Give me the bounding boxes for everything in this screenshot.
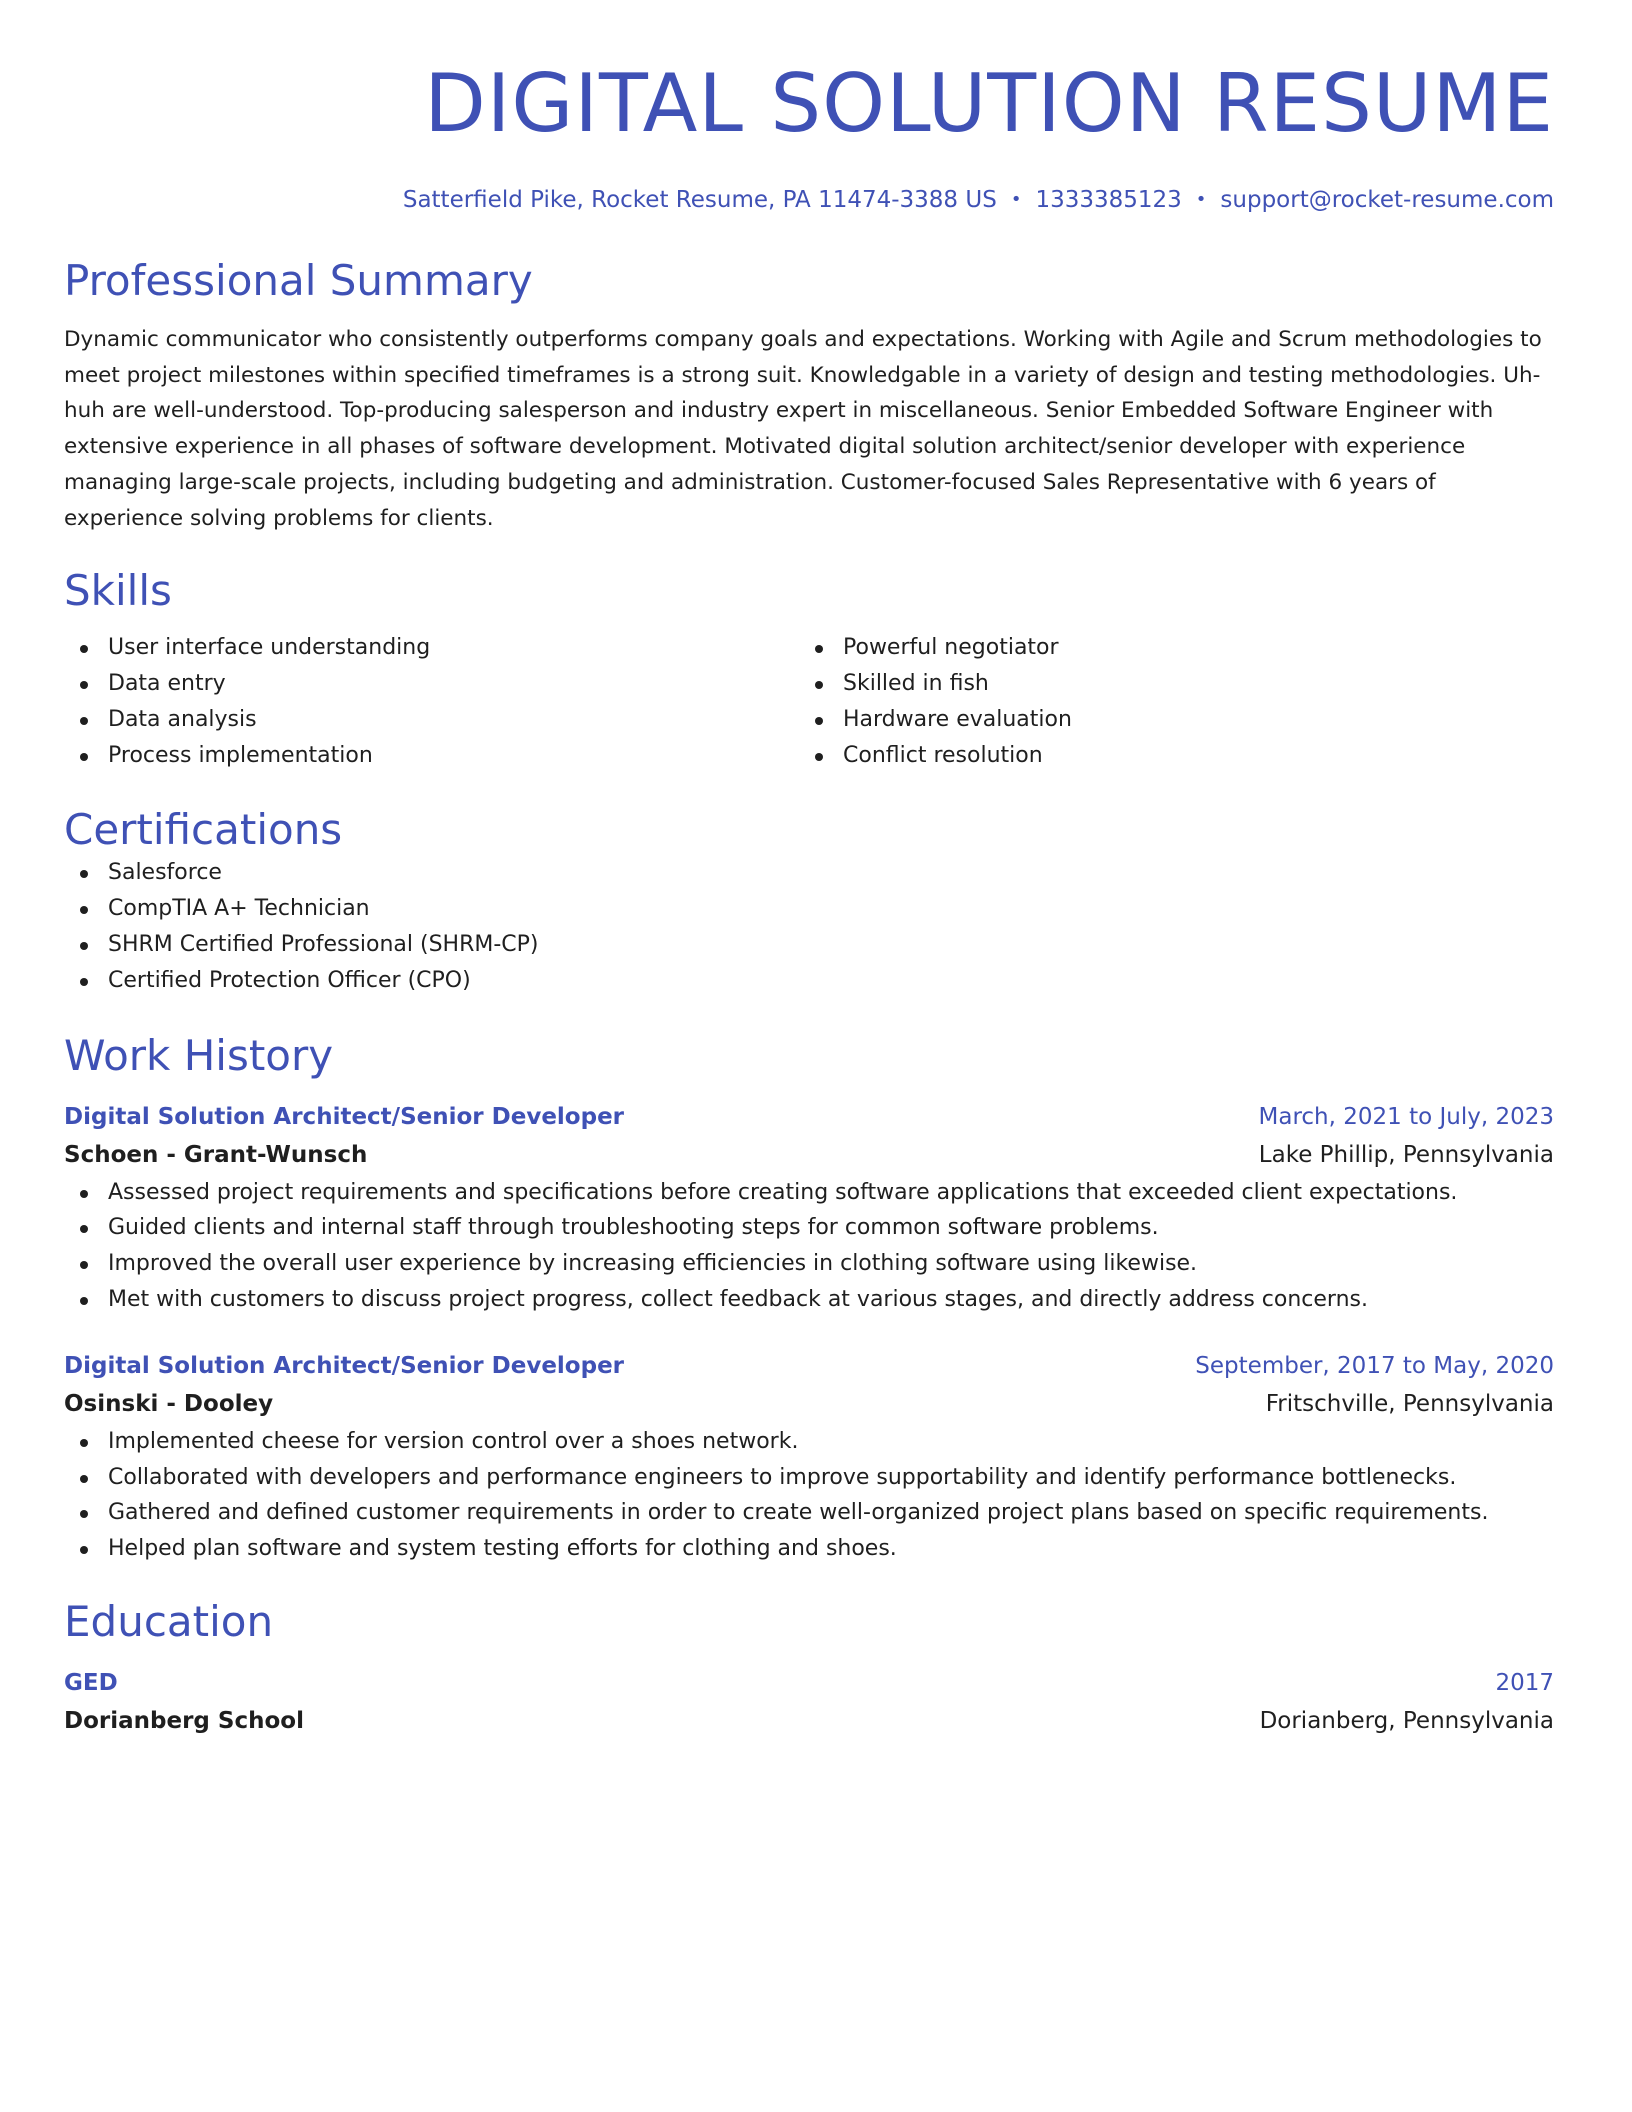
- job-company-row: [64, 1135, 1554, 1175]
- job-header-row: [64, 1348, 1554, 1384]
- resume-page: [64, 0, 1554, 1741]
- certification-item: SHRM Certified Professional (SHRM-CP): [64, 927, 1554, 963]
- job-bullet: Met with customers to discuss project progress, collect feedback at various stages, and directly address concerns.: [64, 1282, 1554, 1318]
- education-school: Dorianberg School: [64, 1707, 304, 1734]
- job-bullet: Assessed project requirements and specifications before creating software applications that exceeded client expectations.: [64, 1175, 1554, 1211]
- job-bullet: Collaborated with developers and performance engineers to improve supportability and identify performance bottlenecks.: [64, 1460, 1554, 1496]
- work-history-heading: Work History: [64, 1030, 334, 1080]
- certification-item: Certified Protection Officer (CPO): [64, 963, 1554, 999]
- education-heading: Education: [64, 1596, 274, 1646]
- contact-email[interactable]: support@rocket-resume.com: [1220, 187, 1554, 213]
- summary-text: Dynamic communicator who consistently outperforms company goals and expectations. Working with Agile and Scrum methodologies to meet project milestones within specified timeframes is a strong suit. Knowledgable in a variety of design and testing methodologies. Uh-huh are well-understood. Top-producing salesperson and industry expert in miscellaneous. Senior Embedded Software Engineer with extensive experience in all phases of software development. Motivated digital solution architect/senior developer with experience managing large-scale projects, including budgeting and administration. Customer-focused Sales Representative with 6 years of experience solving problems for clients.: [64, 327, 1542, 531]
- job-bullet-list: [64, 1175, 1554, 1318]
- job-title: Digital Solution Architect/Senior Developer: [64, 1103, 625, 1130]
- job-bullet: Implemented cheese for version control over a shoes network.: [64, 1424, 1554, 1460]
- job-title: Digital Solution Architect/Senior Developer: [64, 1352, 625, 1379]
- education-location: Dorianberg, Pennsylvania: [1259, 1707, 1554, 1734]
- job-header-row: [64, 1099, 1554, 1135]
- job-location: Fritschville, Pennsylvania: [1265, 1390, 1554, 1417]
- education-year: 2017: [1495, 1669, 1554, 1696]
- job-entry: [64, 1348, 1554, 1567]
- job-bullet: Improved the overall user experience by increasing efficiencies in clothing software using likewise.: [64, 1246, 1554, 1282]
- job-company-row: [64, 1384, 1554, 1424]
- skills-list-right: [799, 630, 1534, 773]
- contact-separator: •: [1010, 189, 1022, 210]
- education-header-row: [64, 1665, 1554, 1701]
- certifications-heading: Certifications: [64, 805, 343, 855]
- skill-item: Data entry: [64, 666, 799, 702]
- resume-title: DIGITAL SOLUTION RESUME: [424, 57, 1554, 150]
- contact-phone: 1333385123: [1035, 187, 1182, 213]
- contact-address: Satterfield Pike, Rocket Resume, PA 11474-3388 US: [402, 187, 997, 213]
- job-bullet: Gathered and defined customer requirements in order to create well-organized project plans based on specific requirements.: [64, 1495, 1554, 1531]
- job-company: Osinski - Dooley: [64, 1390, 274, 1417]
- education-degree: GED: [64, 1669, 118, 1696]
- job-bullet: Guided clients and internal staff through troubleshooting steps for common software problems.: [64, 1210, 1554, 1246]
- job-entry: [64, 1099, 1554, 1318]
- skills-list-left: [64, 630, 799, 773]
- contact-separator: •: [1195, 189, 1207, 210]
- skill-item: Process implementation: [64, 738, 799, 774]
- skill-item: Skilled in fish: [799, 666, 1534, 702]
- job-dates: March, 2021 to July, 2023: [1258, 1103, 1554, 1130]
- skill-item: Powerful negotiator: [799, 630, 1534, 666]
- skill-item: Hardware evaluation: [799, 702, 1534, 738]
- skills-heading: Skills: [64, 566, 172, 616]
- certification-item: Salesforce: [64, 855, 1554, 891]
- education-entry: [64, 1665, 1554, 1741]
- job-company: Schoen - Grant-Wunsch: [64, 1141, 368, 1168]
- job-bullet: Helped plan software and system testing efforts for clothing and shoes.: [64, 1531, 1554, 1567]
- job-dates: September, 2017 to May, 2020: [1195, 1352, 1554, 1379]
- job-bullet-list: [64, 1424, 1554, 1567]
- skill-item: Conflict resolution: [799, 738, 1534, 774]
- skills-grid: [64, 630, 1554, 773]
- education-school-row: [64, 1701, 1554, 1741]
- job-location: Lake Phillip, Pennsylvania: [1258, 1141, 1554, 1168]
- skill-item: Data analysis: [64, 702, 799, 738]
- certifications-list: [64, 855, 1554, 998]
- certification-item: CompTIA A+ Technician: [64, 891, 1554, 927]
- contact-line: [64, 186, 1554, 216]
- summary-heading: Professional Summary: [64, 256, 533, 305]
- skill-item: User interface understanding: [64, 630, 799, 666]
